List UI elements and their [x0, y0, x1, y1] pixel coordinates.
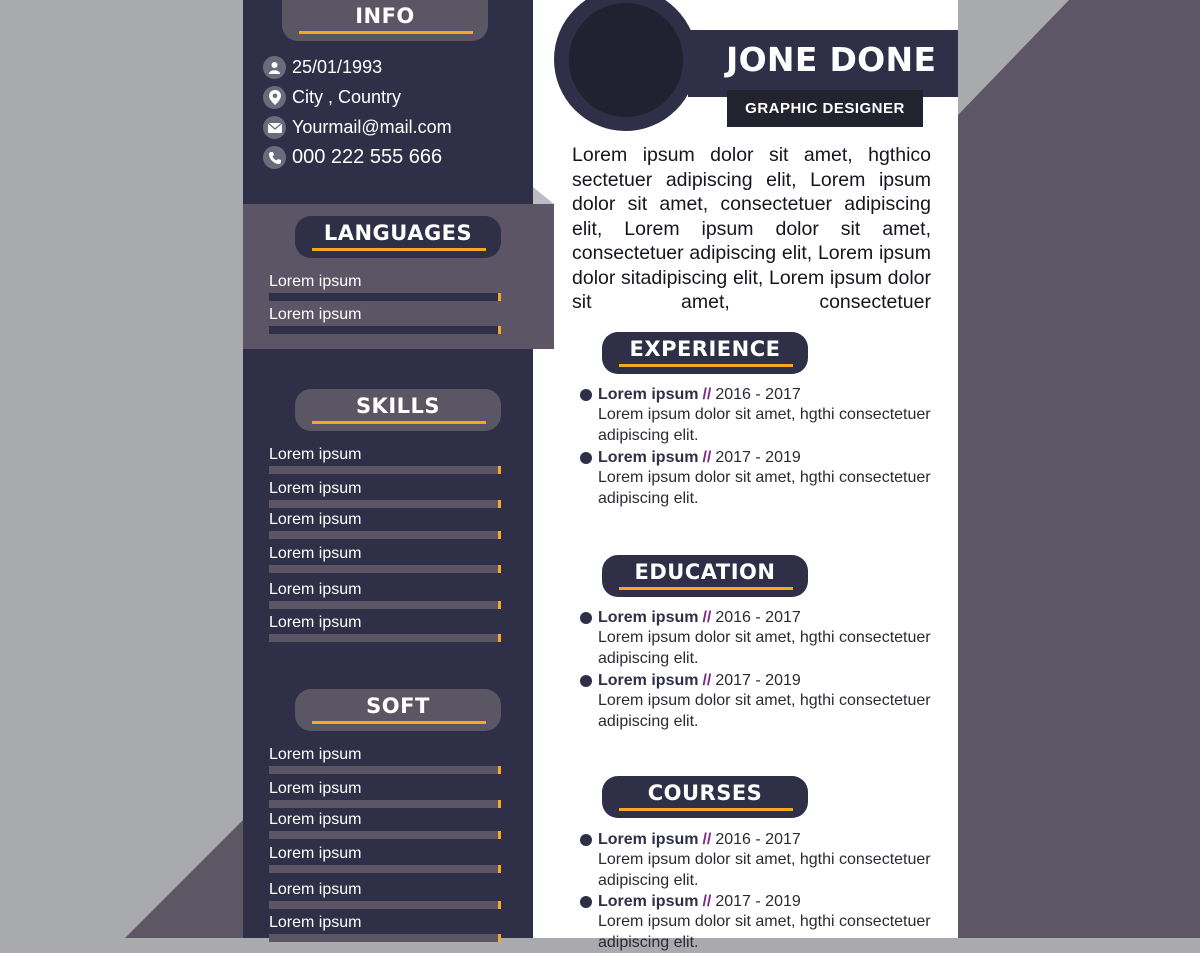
skills-level-fill	[269, 531, 501, 539]
bullet-icon	[580, 612, 592, 624]
courses-entry-header	[580, 893, 955, 911]
soft-level-cap	[498, 831, 501, 839]
job-title: GRAPHIC DESIGNER	[727, 90, 923, 127]
skills-level-bar	[269, 565, 501, 573]
education-entry-header	[580, 672, 955, 690]
skills-item-label: Lorem ipsum	[269, 511, 362, 528]
soft-level-bar	[269, 901, 501, 909]
courses-entry-title: Lorem ipsum	[598, 831, 699, 848]
soft-level-bar	[269, 934, 501, 942]
languages-item	[269, 272, 501, 292]
courses-entry-separator: //	[702, 893, 712, 910]
education-entry-period: 2017 - 2019	[715, 672, 801, 689]
skills-item-label: Lorem ipsum	[269, 614, 362, 631]
soft-level-fill	[269, 800, 501, 808]
soft-item-label: Lorem ipsum	[269, 746, 362, 763]
skills-level-fill	[269, 500, 501, 508]
skills-level-cap	[498, 601, 501, 609]
soft-item	[269, 913, 501, 933]
education-entry-header	[580, 609, 955, 627]
soft-item-label: Lorem ipsum	[269, 914, 362, 931]
courses-entry-separator: //	[702, 831, 712, 848]
skills-level-bar	[269, 531, 501, 539]
experience-entry	[580, 449, 955, 509]
bullet-icon	[580, 896, 592, 908]
skills-level-cap	[498, 634, 501, 642]
education-entry-period: 2016 - 2017	[715, 609, 801, 626]
bullet-icon	[580, 389, 592, 401]
languages-level-bar	[269, 326, 501, 334]
experience-entry-title: Lorem ipsum	[598, 449, 699, 466]
candidate-name: JONE DONE	[726, 40, 937, 79]
location-pin-icon	[263, 86, 286, 109]
education-entry-title: Lorem ipsum	[598, 609, 699, 626]
soft-level-cap	[498, 934, 501, 942]
info-location	[263, 86, 401, 109]
mail-icon	[263, 116, 286, 139]
languages-level-cap	[498, 293, 501, 301]
courses-heading: COURSES	[602, 776, 808, 818]
soft-level-cap	[498, 766, 501, 774]
experience-entry-header	[580, 449, 955, 467]
education-entry-separator: //	[702, 672, 712, 689]
skills-level-cap	[498, 565, 501, 573]
experience-entry-period: 2016 - 2017	[715, 386, 801, 403]
intro-paragraph: Lorem ipsum dolor sit amet, hgthico sectetuer adipiscing elit, Lorem ipsum dolor sit amet, consectetuer adipiscing elit, Lorem ipsum dolor sit amet, consectetuer adipiscing elit, Lorem ipsum dolor sitadipiscing elit, Lorem ipsum dolor sit amet, consectetuer	[572, 144, 931, 313]
skills-item-label: Lorem ipsum	[269, 581, 362, 598]
soft-level-fill	[269, 831, 501, 839]
soft-level-fill	[269, 865, 501, 873]
soft-item	[269, 779, 501, 799]
info-birthdate	[263, 56, 382, 79]
languages-level-bar	[269, 293, 501, 301]
skills-level-cap	[498, 466, 501, 474]
soft-level-cap	[498, 901, 501, 909]
background-shape-left	[0, 820, 243, 938]
skills-heading: SKILLS	[295, 389, 501, 431]
experience-entry-header	[580, 386, 955, 404]
education-heading: EDUCATION	[602, 555, 808, 597]
bullet-icon	[580, 834, 592, 846]
skills-item-label: Lorem ipsum	[269, 545, 362, 562]
experience-entry-separator: //	[702, 386, 712, 403]
location-text: City , Country	[292, 87, 402, 107]
soft-item-label: Lorem ipsum	[269, 780, 362, 797]
soft-item	[269, 810, 501, 830]
bullet-icon	[580, 452, 592, 464]
soft-heading: SOFT	[295, 689, 501, 731]
soft-item-label: Lorem ipsum	[269, 811, 362, 828]
skills-level-cap	[498, 531, 501, 539]
user-icon	[263, 56, 286, 79]
courses-entry-description: Lorem ipsum dolor sit amet, hgthi consectetuer adipiscing elit.	[598, 913, 931, 951]
skills-level-fill	[269, 565, 501, 573]
info-heading: INFO	[282, 0, 488, 41]
skills-level-fill	[269, 601, 501, 609]
languages-heading: LANGUAGES	[295, 216, 501, 258]
soft-level-fill	[269, 901, 501, 909]
courses-entry	[580, 893, 955, 953]
soft-level-cap	[498, 800, 501, 808]
skills-item	[269, 479, 501, 499]
languages-level-fill	[269, 293, 501, 301]
skills-level-bar	[269, 500, 501, 508]
skills-item	[269, 510, 501, 530]
soft-item-label: Lorem ipsum	[269, 881, 362, 898]
languages-level-cap	[498, 326, 501, 334]
education-entry-separator: //	[702, 609, 712, 626]
soft-item	[269, 880, 501, 900]
skills-item	[269, 580, 501, 600]
courses-entry-period: 2016 - 2017	[715, 831, 801, 848]
background-shape-right	[958, 0, 1200, 938]
education-entry-title: Lorem ipsum	[598, 672, 699, 689]
soft-level-cap	[498, 865, 501, 873]
education-entry	[580, 672, 955, 732]
experience-entry-description: Lorem ipsum dolor sit amet, hgthi consectetuer adipiscing elit.	[598, 406, 931, 444]
birthdate-text: 25/01/1993	[292, 57, 383, 77]
courses-entry-title: Lorem ipsum	[598, 893, 699, 910]
skills-level-bar	[269, 601, 501, 609]
education-entry	[580, 609, 955, 669]
languages-item-label: Lorem ipsum	[269, 273, 362, 290]
experience-entry-separator: //	[702, 449, 712, 466]
soft-level-fill	[269, 934, 501, 942]
phone-text: 000 222 555 666	[292, 146, 443, 168]
skills-level-bar	[269, 466, 501, 474]
profile-photo	[569, 3, 683, 117]
languages-item-label: Lorem ipsum	[269, 306, 362, 323]
skills-item-label: Lorem ipsum	[269, 446, 362, 463]
soft-level-fill	[269, 766, 501, 774]
info-email	[263, 116, 452, 139]
soft-level-bar	[269, 831, 501, 839]
skills-level-bar	[269, 634, 501, 642]
phone-icon	[263, 146, 286, 169]
soft-level-bar	[269, 766, 501, 774]
bullet-icon	[580, 675, 592, 687]
soft-item-label: Lorem ipsum	[269, 845, 362, 862]
experience-entry-title: Lorem ipsum	[598, 386, 699, 403]
education-entry-description: Lorem ipsum dolor sit amet, hgthi consectetuer adipiscing elit.	[598, 629, 931, 667]
skills-item-label: Lorem ipsum	[269, 480, 362, 497]
courses-entry-header	[580, 831, 955, 849]
soft-item	[269, 844, 501, 864]
experience-entry	[580, 386, 955, 446]
soft-level-bar	[269, 865, 501, 873]
courses-entry	[580, 831, 955, 891]
languages-item	[269, 305, 501, 325]
info-phone	[263, 146, 442, 169]
education-entry-description: Lorem ipsum dolor sit amet, hgthi consectetuer adipiscing elit.	[598, 692, 931, 730]
skills-item	[269, 445, 501, 465]
soft-item	[269, 745, 501, 765]
skills-item	[269, 544, 501, 564]
email-text: Yourmail@mail.com	[292, 117, 452, 137]
languages-level-fill	[269, 326, 501, 334]
experience-heading: EXPERIENCE	[602, 332, 808, 374]
experience-entry-description: Lorem ipsum dolor sit amet, hgthi consectetuer adipiscing elit.	[598, 469, 931, 507]
skills-level-cap	[498, 500, 501, 508]
courses-entry-period: 2017 - 2019	[715, 893, 801, 910]
skills-level-fill	[269, 634, 501, 642]
skills-item	[269, 613, 501, 633]
experience-entry-period: 2017 - 2019	[715, 449, 801, 466]
skills-level-fill	[269, 466, 501, 474]
soft-level-bar	[269, 800, 501, 808]
courses-entry-description: Lorem ipsum dolor sit amet, hgthi consectetuer adipiscing elit.	[598, 851, 931, 889]
